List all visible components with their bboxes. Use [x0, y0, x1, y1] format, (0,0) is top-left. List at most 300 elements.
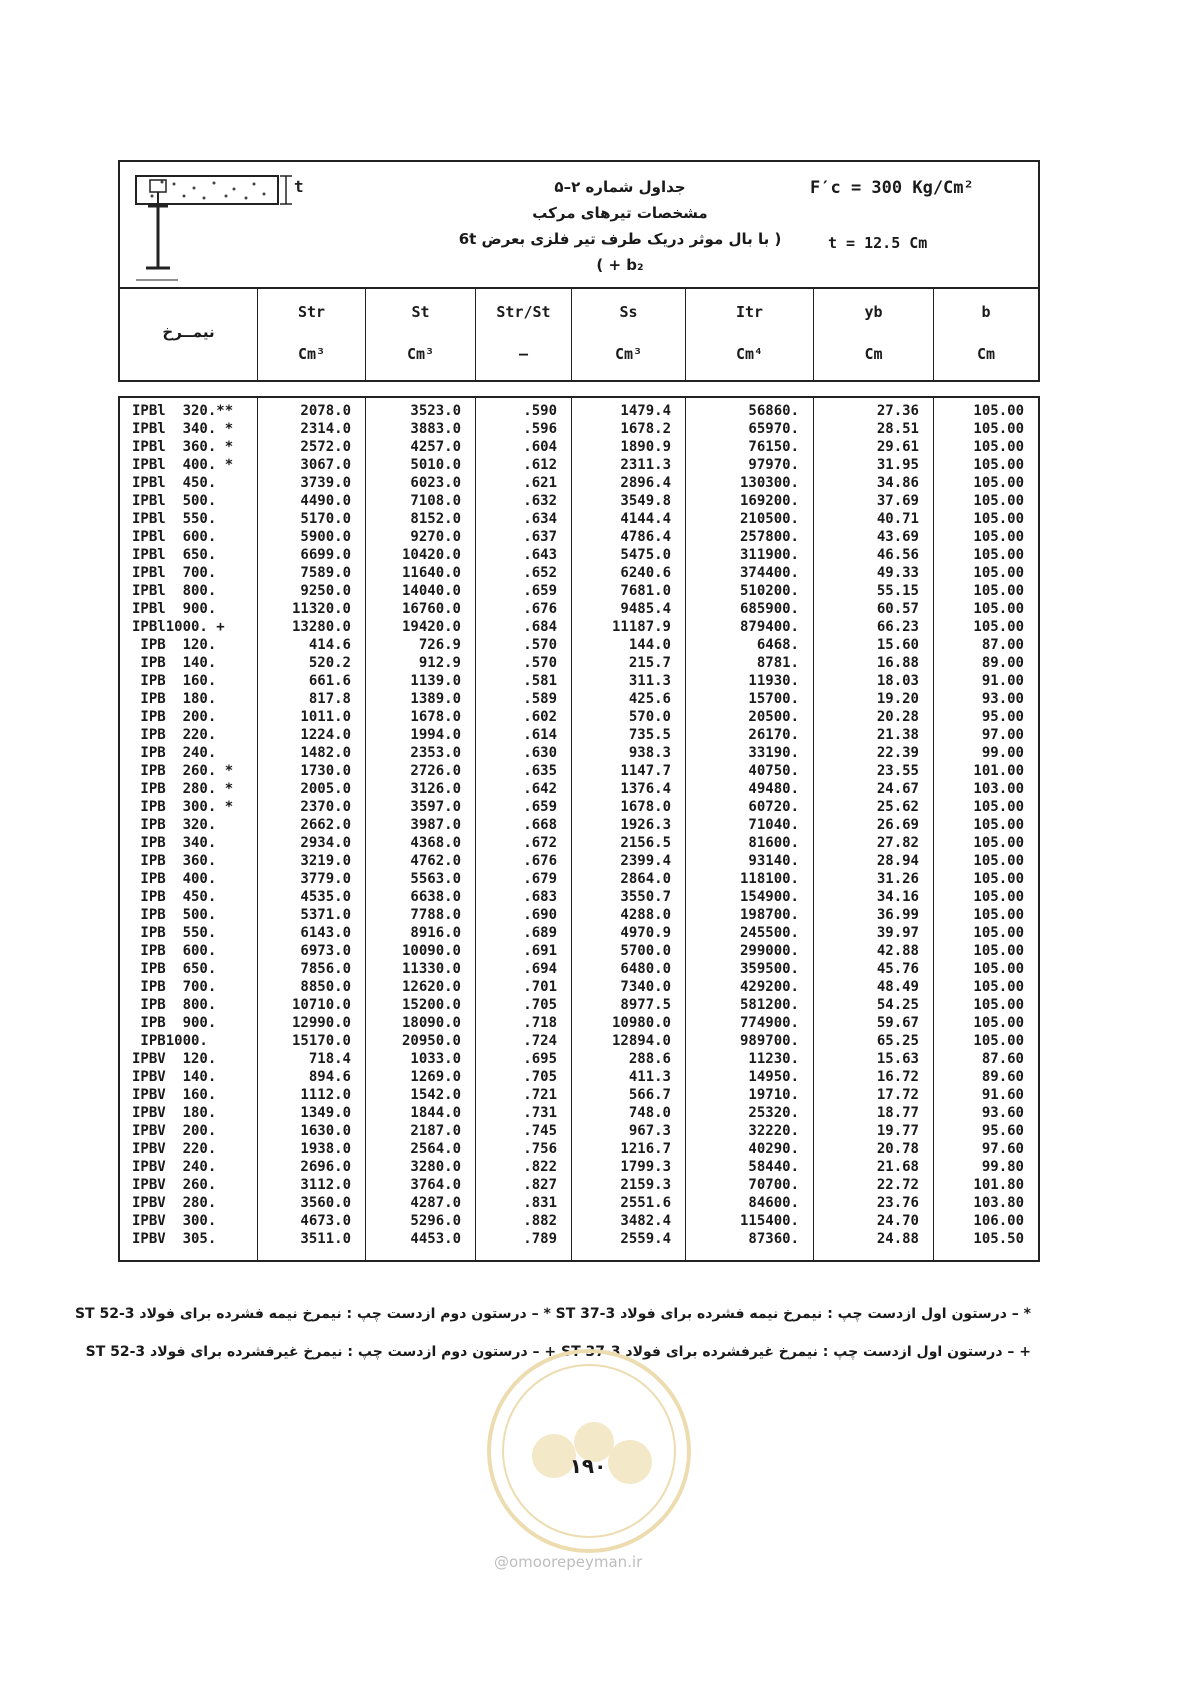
value-cell: 2559.4: [620, 1231, 671, 1247]
value-cell: 1844.0: [410, 1105, 461, 1121]
value-cell: 105.00: [973, 457, 1024, 473]
value-cell: 15.60: [876, 637, 919, 653]
section-name-cell: IPBV 160.: [132, 1087, 217, 1103]
value-cell: .676: [523, 601, 557, 617]
value-cell: 3560.0: [300, 1195, 351, 1211]
value-cell: 31.26: [876, 871, 919, 887]
value-cell: 105.00: [973, 925, 1024, 941]
value-cell: 2078.0: [300, 403, 351, 419]
section-name-cell: IPB 360.: [132, 853, 217, 869]
column-unit: Cm³: [406, 345, 435, 363]
value-cell: 1482.0: [300, 745, 351, 761]
value-cell: 414.6: [308, 637, 351, 653]
value-cell: 9485.4: [620, 601, 671, 617]
table-row: [120, 456, 1038, 474]
concrete-strength: F′c = 300 Kg/Cm²: [810, 178, 974, 198]
value-cell: 18.77: [876, 1105, 919, 1121]
value-cell: 3126.0: [410, 781, 461, 797]
value-cell: 2696.0: [300, 1159, 351, 1175]
value-cell: 15700.: [748, 691, 799, 707]
section-name-cell: IPBV 305.: [132, 1231, 217, 1247]
value-cell: 97.00: [981, 727, 1024, 743]
section-name-cell: IPB 120.: [132, 637, 217, 653]
value-cell: 105.00: [973, 403, 1024, 419]
value-cell: .724: [523, 1033, 557, 1049]
value-cell: .668: [523, 817, 557, 833]
table-row: [120, 510, 1038, 528]
table-row: [120, 690, 1038, 708]
value-cell: 99.00: [981, 745, 1024, 761]
value-cell: 581200.: [739, 997, 799, 1013]
section-name-cell: IPB 300. *: [132, 799, 234, 815]
section-name-cell: IPBV 180.: [132, 1105, 217, 1121]
section-name-cell: IPBl 340. *: [132, 421, 234, 437]
value-cell: 10090.0: [401, 943, 461, 959]
table-row: [120, 960, 1038, 978]
value-cell: 65970.: [748, 421, 799, 437]
value-cell: 18.03: [876, 673, 919, 689]
value-cell: 105.00: [973, 619, 1024, 635]
column-unit: Cm: [864, 345, 883, 363]
value-cell: 105.00: [973, 799, 1024, 815]
section-name-cell: IPB 400.: [132, 871, 217, 887]
value-cell: .676: [523, 853, 557, 869]
value-cell: 374400.: [739, 565, 799, 581]
section-name-cell: IPBV 280.: [132, 1195, 217, 1211]
value-cell: 685900.: [739, 601, 799, 617]
value-cell: 210500.: [739, 511, 799, 527]
value-cell: 510200.: [739, 583, 799, 599]
value-cell: 40750.: [748, 763, 799, 779]
value-cell: .604: [523, 439, 557, 455]
value-cell: .705: [523, 997, 557, 1013]
table-row: [120, 582, 1038, 600]
value-cell: 6638.0: [410, 889, 461, 905]
column-header-str: [257, 289, 365, 380]
value-cell: 3219.0: [300, 853, 351, 869]
value-cell: 105.00: [973, 961, 1024, 977]
table-row: [120, 762, 1038, 780]
value-cell: .831: [523, 1195, 557, 1211]
value-cell: 8781.: [756, 655, 799, 671]
value-cell: 12990.0: [291, 1015, 351, 1031]
value-cell: 105.00: [973, 583, 1024, 599]
value-cell: 89.00: [981, 655, 1024, 671]
value-cell: 7788.0: [410, 907, 461, 923]
value-cell: 5563.0: [410, 871, 461, 887]
value-cell: .684: [523, 619, 557, 635]
value-cell: 8977.5: [620, 997, 671, 1013]
value-cell: 33190.: [748, 745, 799, 761]
value-cell: .632: [523, 493, 557, 509]
value-cell: .621: [523, 475, 557, 491]
value-cell: 24.70: [876, 1213, 919, 1229]
section-name-cell: IPBV 140.: [132, 1069, 217, 1085]
value-cell: .718: [523, 1015, 557, 1031]
table-row: [120, 1014, 1038, 1032]
value-cell: .630: [523, 745, 557, 761]
value-cell: 16.88: [876, 655, 919, 671]
column-header-ss: [571, 289, 685, 380]
table-row: [120, 708, 1038, 726]
table-row: [120, 852, 1038, 870]
section-name-cell: IPBl 400. *: [132, 457, 234, 473]
value-cell: 6023.0: [410, 475, 461, 491]
table-row: [120, 438, 1038, 456]
value-cell: 912.9: [418, 655, 461, 671]
value-cell: 21.68: [876, 1159, 919, 1175]
value-cell: 2187.0: [410, 1123, 461, 1139]
value-cell: 130300.: [739, 475, 799, 491]
value-cell: 95.00: [981, 709, 1024, 725]
value-cell: 3067.0: [300, 457, 351, 473]
value-cell: 39.97: [876, 925, 919, 941]
value-cell: 19710.: [748, 1087, 799, 1103]
value-cell: 31.95: [876, 457, 919, 473]
value-cell: .679: [523, 871, 557, 887]
table-row: [120, 564, 1038, 582]
value-cell: 2726.0: [410, 763, 461, 779]
table-row: [120, 816, 1038, 834]
table-row: [120, 618, 1038, 636]
value-cell: 2564.0: [410, 1141, 461, 1157]
table-row: [120, 1212, 1038, 1230]
column-header-label: نیمــرخ: [162, 323, 215, 341]
column-symbol: St: [411, 303, 430, 321]
value-cell: 49.33: [876, 565, 919, 581]
section-name-cell: IPBl 800.: [132, 583, 217, 599]
value-cell: .612: [523, 457, 557, 473]
value-cell: 15.63: [876, 1051, 919, 1067]
section-name-cell: IPBl1000. +: [132, 619, 225, 635]
value-cell: .695: [523, 1051, 557, 1067]
value-cell: 1994.0: [410, 727, 461, 743]
value-cell: 2159.3: [620, 1177, 671, 1193]
value-cell: 215.7: [628, 655, 671, 671]
table-row: [120, 636, 1038, 654]
value-cell: 1376.4: [620, 781, 671, 797]
section-name-cell: IPB 200.: [132, 709, 217, 725]
table-row: [120, 1086, 1038, 1104]
value-cell: 105.00: [973, 475, 1024, 491]
value-cell: 24.88: [876, 1231, 919, 1247]
section-name-cell: IPB 260. *: [132, 763, 234, 779]
value-cell: 45.76: [876, 961, 919, 977]
value-cell: 1216.7: [620, 1141, 671, 1157]
table-body: [120, 402, 1038, 1248]
value-cell: .691: [523, 943, 557, 959]
value-cell: 2399.4: [620, 853, 671, 869]
value-cell: 59.67: [876, 1015, 919, 1031]
value-cell: .683: [523, 889, 557, 905]
column-header-yb: [813, 289, 933, 380]
value-cell: 4762.0: [410, 853, 461, 869]
table-row: [120, 672, 1038, 690]
value-cell: 5371.0: [300, 907, 351, 923]
value-cell: 60720.: [748, 799, 799, 815]
value-cell: 3987.0: [410, 817, 461, 833]
section-name-cell: IPBl 600.: [132, 529, 217, 545]
value-cell: 105.00: [973, 889, 1024, 905]
table-row: [120, 834, 1038, 852]
value-cell: .570: [523, 637, 557, 653]
value-cell: 4786.4: [620, 529, 671, 545]
value-cell: .756: [523, 1141, 557, 1157]
value-cell: 2353.0: [410, 745, 461, 761]
value-cell: 2005.0: [300, 781, 351, 797]
column-symbol: Ss: [619, 303, 638, 321]
value-cell: 49480.: [748, 781, 799, 797]
value-cell: 101.00: [973, 763, 1024, 779]
value-cell: 1269.0: [410, 1069, 461, 1085]
table-row: [120, 654, 1038, 672]
value-cell: .694: [523, 961, 557, 977]
column-symbol: yb: [864, 303, 883, 321]
value-cell: 105.00: [973, 421, 1024, 437]
value-cell: 1799.3: [620, 1159, 671, 1175]
value-cell: .635: [523, 763, 557, 779]
table-row: [120, 1158, 1038, 1176]
value-cell: .822: [523, 1159, 557, 1175]
value-cell: .589: [523, 691, 557, 707]
value-cell: 87.60: [981, 1051, 1024, 1067]
value-cell: 359500.: [739, 961, 799, 977]
value-cell: 20.78: [876, 1141, 919, 1157]
value-cell: 105.00: [973, 853, 1024, 869]
value-cell: .789: [523, 1231, 557, 1247]
value-cell: 20500.: [748, 709, 799, 725]
value-cell: 311.3: [628, 673, 671, 689]
value-cell: 1349.0: [300, 1105, 351, 1121]
section-name-cell: IPB 650.: [132, 961, 217, 977]
value-cell: 735.5: [628, 727, 671, 743]
value-cell: 894.6: [308, 1069, 351, 1085]
value-cell: 105.00: [973, 601, 1024, 617]
table-row: [120, 1032, 1038, 1050]
composite-beam-section-icon: [134, 170, 324, 282]
value-cell: 70700.: [748, 1177, 799, 1193]
value-cell: .614: [523, 727, 557, 743]
table-row: [120, 1068, 1038, 1086]
column-unit: Cm³: [297, 345, 326, 363]
value-cell: 87360.: [748, 1231, 799, 1247]
value-cell: 37.69: [876, 493, 919, 509]
value-cell: .642: [523, 781, 557, 797]
value-cell: 5296.0: [410, 1213, 461, 1229]
value-cell: 56860.: [748, 403, 799, 419]
slab-thickness: t = 12.5 Cm: [828, 234, 928, 252]
value-cell: 15200.0: [401, 997, 461, 1013]
value-cell: 105.00: [973, 835, 1024, 851]
value-cell: 16760.0: [401, 601, 461, 617]
table-row: [120, 420, 1038, 438]
value-cell: .602: [523, 709, 557, 725]
value-cell: 2311.3: [620, 457, 671, 473]
value-cell: 89.60: [981, 1069, 1024, 1085]
value-cell: 13280.0: [291, 619, 351, 635]
section-name-cell: IPB 280. *: [132, 781, 234, 797]
value-cell: 20.28: [876, 709, 919, 725]
value-cell: 105.00: [973, 1033, 1024, 1049]
table-row: [120, 906, 1038, 924]
value-cell: 22.72: [876, 1177, 919, 1193]
value-cell: 2934.0: [300, 835, 351, 851]
value-cell: 2864.0: [620, 871, 671, 887]
section-name-cell: IPBl 450.: [132, 475, 217, 491]
value-cell: 9250.0: [300, 583, 351, 599]
value-cell: 22.39: [876, 745, 919, 761]
value-cell: 10710.0: [291, 997, 351, 1013]
section-name-cell: IPB 800.: [132, 997, 217, 1013]
value-cell: 26.69: [876, 817, 919, 833]
value-cell: 7856.0: [300, 961, 351, 977]
value-cell: 5700.0: [620, 943, 671, 959]
value-cell: 105.00: [973, 1015, 1024, 1031]
value-cell: 71040.: [748, 817, 799, 833]
value-cell: .690: [523, 907, 557, 923]
table-row: [120, 1050, 1038, 1068]
value-cell: 154900.: [739, 889, 799, 905]
column-header-row: [118, 288, 1040, 382]
value-cell: 115400.: [739, 1213, 799, 1229]
value-cell: 10420.0: [401, 547, 461, 563]
value-cell: 1938.0: [300, 1141, 351, 1157]
value-cell: 1479.4: [620, 403, 671, 419]
value-cell: 4144.4: [620, 511, 671, 527]
value-cell: 774900.: [739, 1015, 799, 1031]
value-cell: .590: [523, 403, 557, 419]
value-cell: .689: [523, 925, 557, 941]
value-cell: 25320.: [748, 1105, 799, 1121]
value-cell: 3549.8: [620, 493, 671, 509]
section-name-cell: IPBV 260.: [132, 1177, 217, 1193]
value-cell: .731: [523, 1105, 557, 1121]
value-cell: 1926.3: [620, 817, 671, 833]
value-cell: 105.00: [973, 997, 1024, 1013]
value-cell: 1224.0: [300, 727, 351, 743]
value-cell: 9270.0: [410, 529, 461, 545]
value-cell: 103.00: [973, 781, 1024, 797]
column-header-itr: [685, 289, 813, 380]
value-cell: 6143.0: [300, 925, 351, 941]
value-cell: 58440.: [748, 1159, 799, 1175]
value-cell: 105.00: [973, 907, 1024, 923]
value-cell: 2896.4: [620, 475, 671, 491]
value-cell: 2314.0: [300, 421, 351, 437]
value-cell: 288.6: [628, 1051, 671, 1067]
section-name-cell: IPB 240.: [132, 745, 217, 761]
value-cell: 105.00: [973, 511, 1024, 527]
section-name-cell: IPB 340.: [132, 835, 217, 851]
value-cell: 27.36: [876, 403, 919, 419]
value-cell: 6468.: [756, 637, 799, 653]
value-cell: 105.00: [973, 871, 1024, 887]
value-cell: 7340.0: [620, 979, 671, 995]
value-cell: 2551.6: [620, 1195, 671, 1211]
value-cell: .637: [523, 529, 557, 545]
data-table: [118, 396, 1040, 1262]
column-header-ratio: [475, 289, 571, 380]
value-cell: 93140.: [748, 853, 799, 869]
value-cell: 40290.: [748, 1141, 799, 1157]
value-cell: 726.9: [418, 637, 461, 653]
table-row: [120, 888, 1038, 906]
value-cell: 3511.0: [300, 1231, 351, 1247]
value-cell: 879400.: [739, 619, 799, 635]
column-symbol: b: [981, 303, 991, 321]
value-cell: 105.00: [973, 493, 1024, 509]
value-cell: 3883.0: [410, 421, 461, 437]
value-cell: 11320.0: [291, 601, 351, 617]
value-cell: 2370.0: [300, 799, 351, 815]
value-cell: 29.61: [876, 439, 919, 455]
value-cell: 23.76: [876, 1195, 919, 1211]
value-cell: 3280.0: [410, 1159, 461, 1175]
value-cell: .659: [523, 583, 557, 599]
value-cell: 3550.7: [620, 889, 671, 905]
section-name-cell: IPBl 650.: [132, 547, 217, 563]
value-cell: 19.20: [876, 691, 919, 707]
value-cell: .581: [523, 673, 557, 689]
value-cell: 99.80: [981, 1159, 1024, 1175]
column-unit: Cm³: [614, 345, 643, 363]
value-cell: 169200.: [739, 493, 799, 509]
section-name-cell: IPB 320.: [132, 817, 217, 833]
table-row: [120, 870, 1038, 888]
section-name-cell: IPBl 360. *: [132, 439, 234, 455]
value-cell: 1112.0: [300, 1087, 351, 1103]
table-row: [120, 1122, 1038, 1140]
table-row: [120, 726, 1038, 744]
value-cell: 12620.0: [401, 979, 461, 995]
value-cell: 817.8: [308, 691, 351, 707]
value-cell: 5900.0: [300, 529, 351, 545]
section-name-cell: IPB 550.: [132, 925, 217, 941]
value-cell: 411.3: [628, 1069, 671, 1085]
value-cell: 18090.0: [401, 1015, 461, 1031]
value-cell: 2572.0: [300, 439, 351, 455]
value-cell: 1630.0: [300, 1123, 351, 1139]
value-cell: 43.69: [876, 529, 919, 545]
value-cell: 5475.0: [620, 547, 671, 563]
value-cell: 15170.0: [291, 1033, 351, 1049]
value-cell: 21.38: [876, 727, 919, 743]
value-cell: 4970.9: [620, 925, 671, 941]
table-row: [120, 744, 1038, 762]
section-name-cell: IPBl 550.: [132, 511, 217, 527]
value-cell: 3112.0: [300, 1177, 351, 1193]
section-name-cell: IPBV 300.: [132, 1213, 217, 1229]
column-header-st: [365, 289, 475, 380]
section-name-cell: IPB 220.: [132, 727, 217, 743]
column-unit: —: [518, 345, 529, 363]
value-cell: 311900.: [739, 547, 799, 563]
section-name-cell: IPBV 120.: [132, 1051, 217, 1067]
value-cell: 11187.9: [611, 619, 671, 635]
value-cell: 144.0: [628, 637, 671, 653]
value-cell: 1011.0: [300, 709, 351, 725]
section-name-cell: IPB 700.: [132, 979, 217, 995]
value-cell: 1389.0: [410, 691, 461, 707]
value-cell: 8850.0: [300, 979, 351, 995]
value-cell: 5010.0: [410, 457, 461, 473]
value-cell: 46.56: [876, 547, 919, 563]
column-symbol: Str/St: [496, 303, 551, 321]
value-cell: .745: [523, 1123, 557, 1139]
value-cell: 19420.0: [401, 619, 461, 635]
section-name-cell: IPB 160.: [132, 673, 217, 689]
value-cell: 1678.2: [620, 421, 671, 437]
